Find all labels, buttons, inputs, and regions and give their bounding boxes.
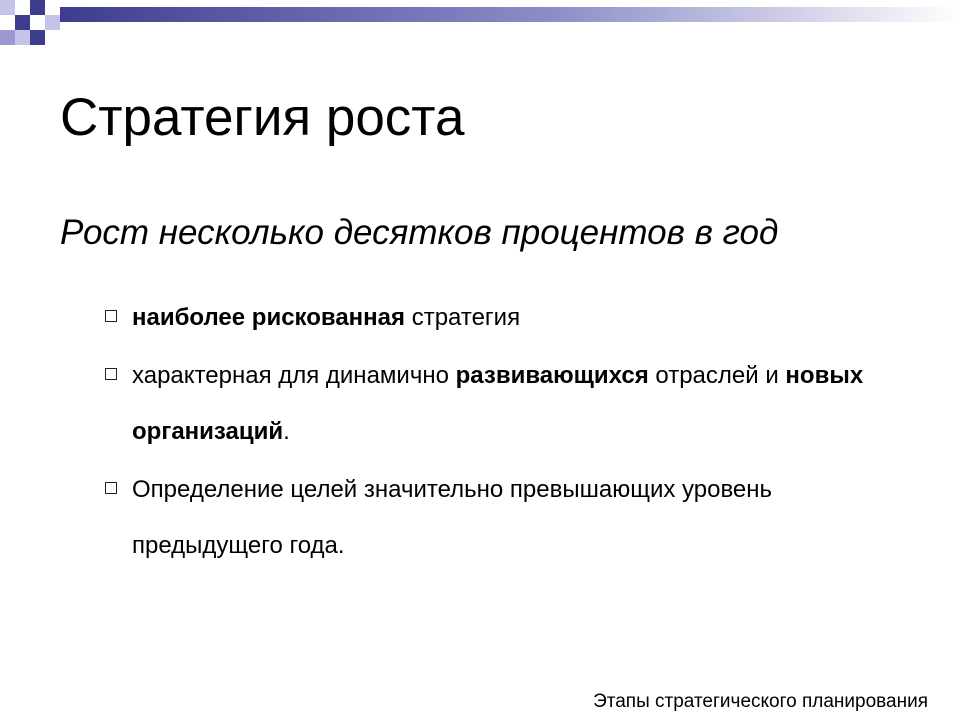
bullet-list [104,290,924,574]
bullet-text: наиболее рискованная стратегия [132,304,521,331]
bullet-item [104,348,924,460]
slide-footer: Этапы стратегического планирования [593,691,928,713]
bullet-text: характерная для динамично развивающихся отраслей и новых организаций. [132,362,864,445]
square-bullet-icon [105,368,117,380]
bullet-item [104,462,924,574]
decorative-gradient-bar [60,7,960,22]
bullet-item [104,290,924,346]
bullet-text: Определение целей значительно превышающих уровень предыдущего года. [132,476,773,559]
slide-title: Стратегия роста [60,88,465,147]
slide-subtitle: Рост несколько десятков процентов в год [60,213,779,252]
square-bullet-icon [105,482,117,494]
square-bullet-icon [105,310,117,322]
